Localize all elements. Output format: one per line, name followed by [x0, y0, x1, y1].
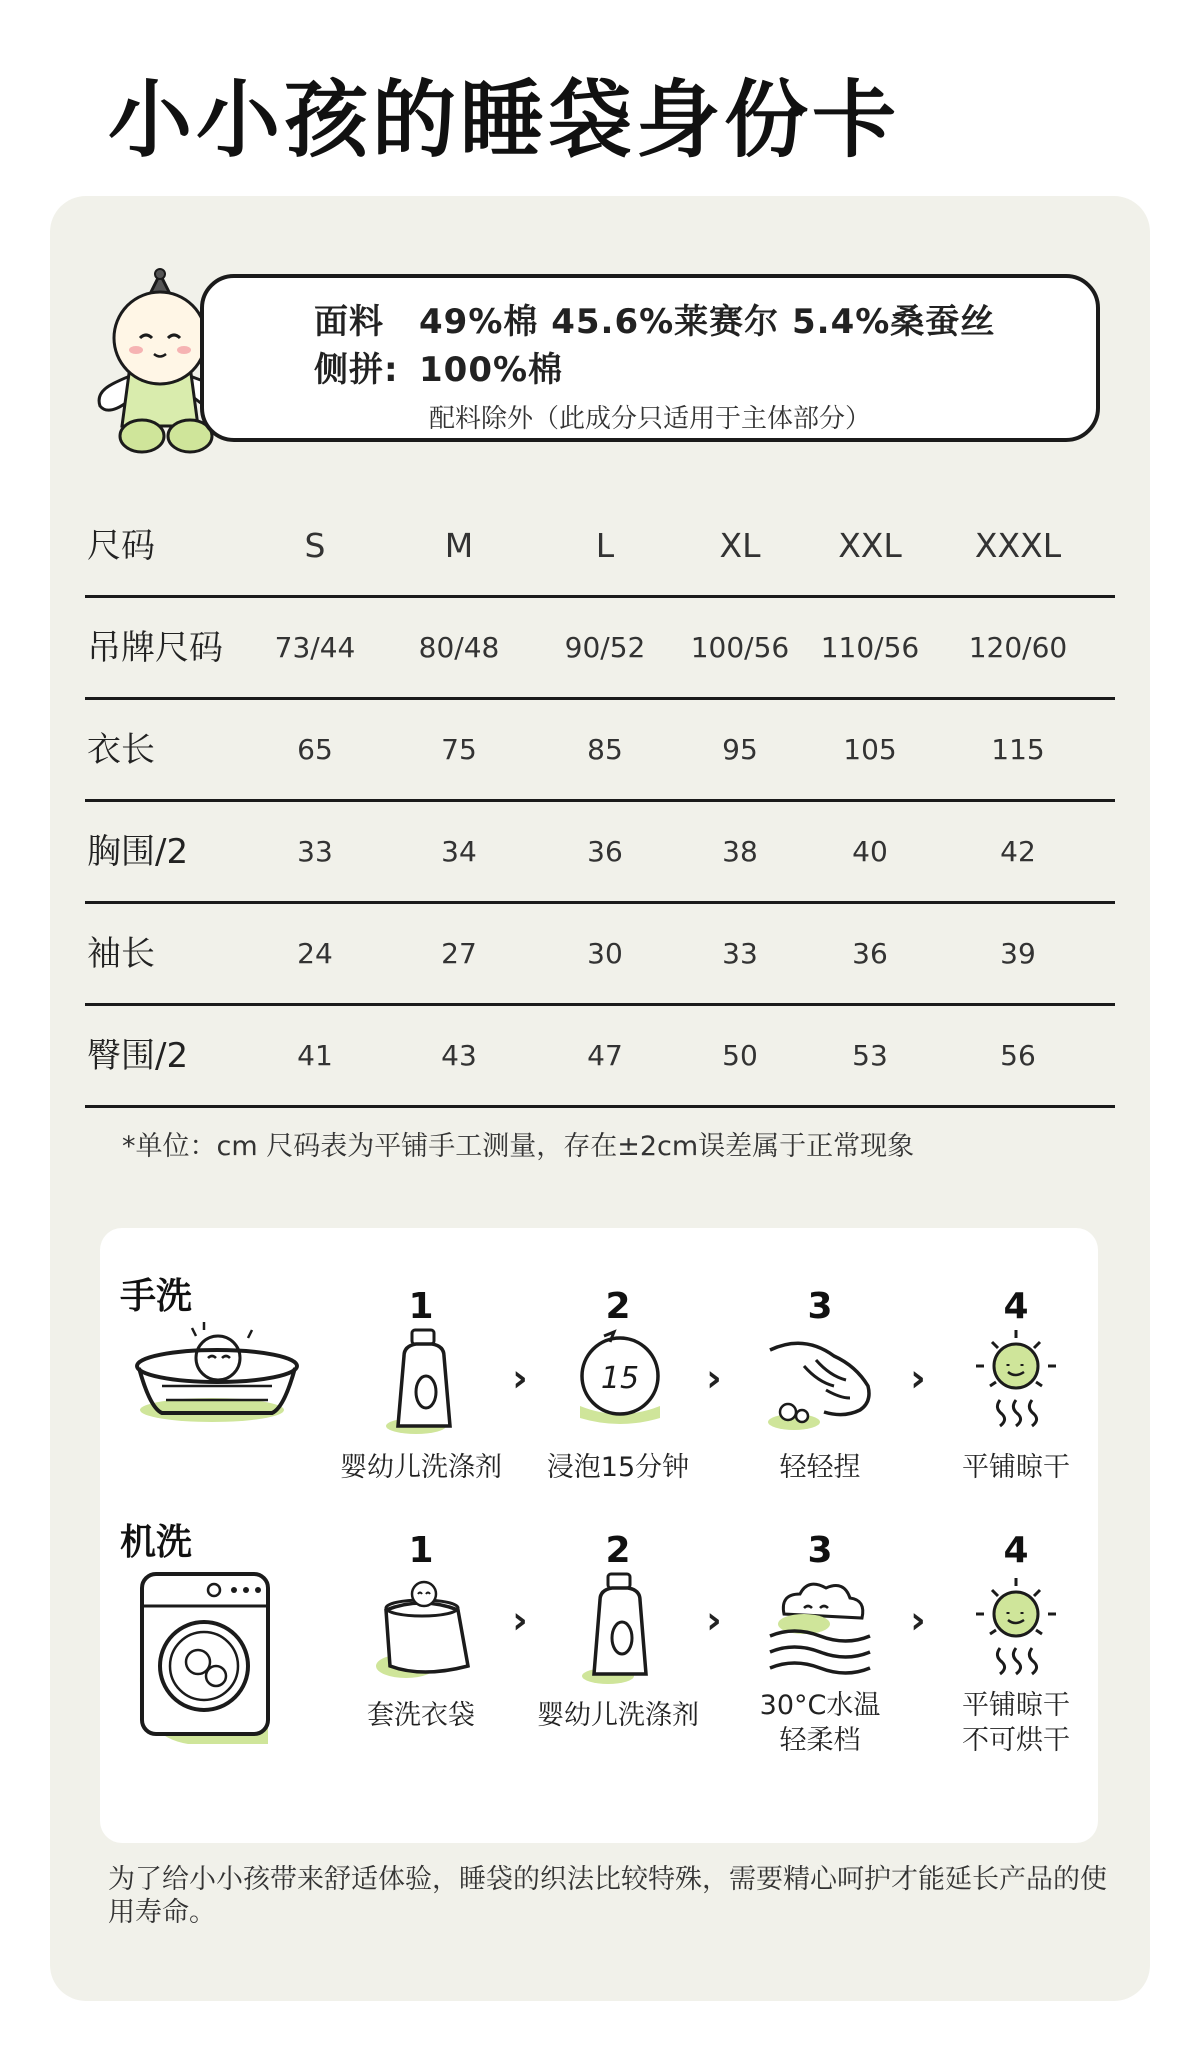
table-cell: 50	[722, 1039, 758, 1072]
timer-15-icon	[574, 1326, 664, 1436]
table-cell: 38	[722, 835, 758, 868]
step-number: 4	[1003, 1530, 1029, 1571]
arrow-right-icon: ›	[910, 1598, 926, 1642]
table-cell: 120/60	[968, 631, 1068, 664]
svg-text:15: 15	[600, 1361, 640, 1396]
size-cell: XL	[719, 526, 761, 565]
arrow-right-icon: ›	[910, 1356, 926, 1400]
sun-dry-icon	[970, 1326, 1062, 1436]
unit-note: *单位：cm 尺码表为平铺手工测量，存在±2cm误差属于正常现象	[122, 1131, 915, 1162]
laundry-bag-icon	[372, 1576, 476, 1686]
table-cell: 36	[587, 835, 623, 868]
size-cell: L	[595, 526, 615, 565]
table-cell: 27	[441, 937, 477, 970]
side-panel-label: 侧拼:	[314, 350, 399, 390]
step-label: 婴幼儿洗涤剂	[340, 1452, 502, 1483]
table-cell: 105	[843, 733, 897, 766]
table-row	[85, 700, 1115, 802]
side-panel-value: 100%棉	[419, 350, 564, 390]
hand-squeeze-icon	[764, 1326, 876, 1436]
table-cell: 24	[297, 937, 333, 970]
table-cell: 33	[722, 937, 758, 970]
step-label	[906, 1688, 1126, 1758]
fabric-label: 面料	[314, 302, 384, 342]
table-cell: 73/44	[274, 631, 356, 664]
step-number: 3	[807, 1530, 833, 1571]
step-label-line: 轻柔档	[779, 1725, 861, 1757]
step-label: 轻轻捏	[779, 1452, 861, 1483]
table-cell: 85	[587, 733, 623, 766]
size-cell: XXXL	[974, 526, 1062, 565]
step-number: 4	[1003, 1286, 1029, 1327]
care-footer-text: 为了给小小孩带来舒适体验，睡袋的织法比较特殊，需要精心呵护才能延长产品的使用寿命。	[108, 1864, 1107, 1928]
fabric-value: 49%棉 45.6%莱赛尔 5.4%桑蚕丝	[419, 302, 996, 342]
arrow-right-icon: ›	[706, 1356, 722, 1400]
hand-wash-title: 手洗	[120, 1276, 193, 1317]
size-header-row	[85, 496, 1115, 598]
step-label-line: 30°C水温	[759, 1690, 881, 1721]
row-label: 胸围/2	[87, 832, 189, 872]
machine-wash-title: 机洗	[120, 1522, 193, 1563]
table-cell: 75	[441, 733, 477, 766]
table-cell: 115	[991, 733, 1045, 766]
care-instructions-panel	[100, 1228, 1098, 1843]
step-number: 1	[408, 1286, 434, 1327]
arrow-right-icon: ›	[512, 1356, 528, 1400]
size-cell: XXL	[838, 526, 902, 565]
fabric-note: 配料除外（此成分只适用于主体部分）	[429, 404, 872, 434]
table-cell: 42	[1000, 835, 1036, 868]
step-label: 浸泡15分钟	[546, 1452, 690, 1483]
table-cell: 40	[852, 835, 888, 868]
page-title: 小小孩的睡袋身份卡	[108, 71, 901, 169]
table-cell: 43	[441, 1039, 477, 1072]
gentle-water-icon	[764, 1574, 876, 1684]
table-cell: 80/48	[418, 631, 500, 664]
identity-card	[50, 196, 1150, 2001]
arrow-right-icon: ›	[512, 1598, 528, 1642]
table-cell: 90/52	[564, 631, 646, 664]
row-label: 臀围/2	[87, 1036, 189, 1076]
table-cell: 65	[297, 733, 333, 766]
table-cell: 39	[1000, 937, 1036, 970]
table-cell: 56	[1000, 1039, 1036, 1072]
table-row	[85, 1006, 1115, 1108]
step-label: 平铺晾干	[962, 1452, 1070, 1483]
row-label: 衣长	[87, 730, 155, 770]
fabric-side-row	[314, 342, 563, 391]
table-row	[85, 904, 1115, 1006]
sun-dry-icon	[970, 1574, 1062, 1684]
washing-machine-icon	[128, 1566, 278, 1756]
table-cell: 41	[297, 1039, 333, 1072]
table-row	[85, 598, 1115, 700]
step-label: 婴幼儿洗涤剂	[537, 1700, 699, 1731]
table-cell: 33	[297, 835, 333, 868]
step-label-line: 不可烘干	[962, 1725, 1070, 1757]
washbasin-icon	[132, 1318, 302, 1428]
fabric-main-row	[314, 294, 995, 343]
size-cell: S	[304, 526, 326, 565]
step-number: 1	[408, 1530, 434, 1571]
table-cell: 95	[722, 733, 758, 766]
table-cell: 30	[587, 937, 623, 970]
row-label: 吊牌尺码	[87, 628, 223, 668]
row-label: 袖长	[87, 934, 155, 974]
table-cell: 100/56	[690, 631, 790, 664]
table-cell: 53	[852, 1039, 888, 1072]
table-cell: 110/56	[820, 631, 920, 664]
step-number: 3	[807, 1286, 833, 1327]
detergent-bottle-icon	[582, 1570, 658, 1686]
table-cell: 36	[852, 937, 888, 970]
size-header-label: 尺码	[87, 526, 155, 566]
arrow-right-icon: ›	[706, 1598, 722, 1642]
step-number: 2	[605, 1530, 631, 1571]
fabric-composition-panel	[200, 274, 1100, 442]
step-number: 2	[605, 1286, 631, 1327]
table-cell: 47	[587, 1039, 623, 1072]
step-label	[710, 1688, 930, 1758]
step-label-line: 平铺晾干	[962, 1690, 1070, 1721]
size-cell: M	[444, 526, 474, 565]
table-cell: 34	[441, 835, 477, 868]
detergent-bottle-icon	[386, 1326, 462, 1436]
table-row	[85, 802, 1115, 904]
step-label: 套洗衣袋	[367, 1700, 475, 1731]
